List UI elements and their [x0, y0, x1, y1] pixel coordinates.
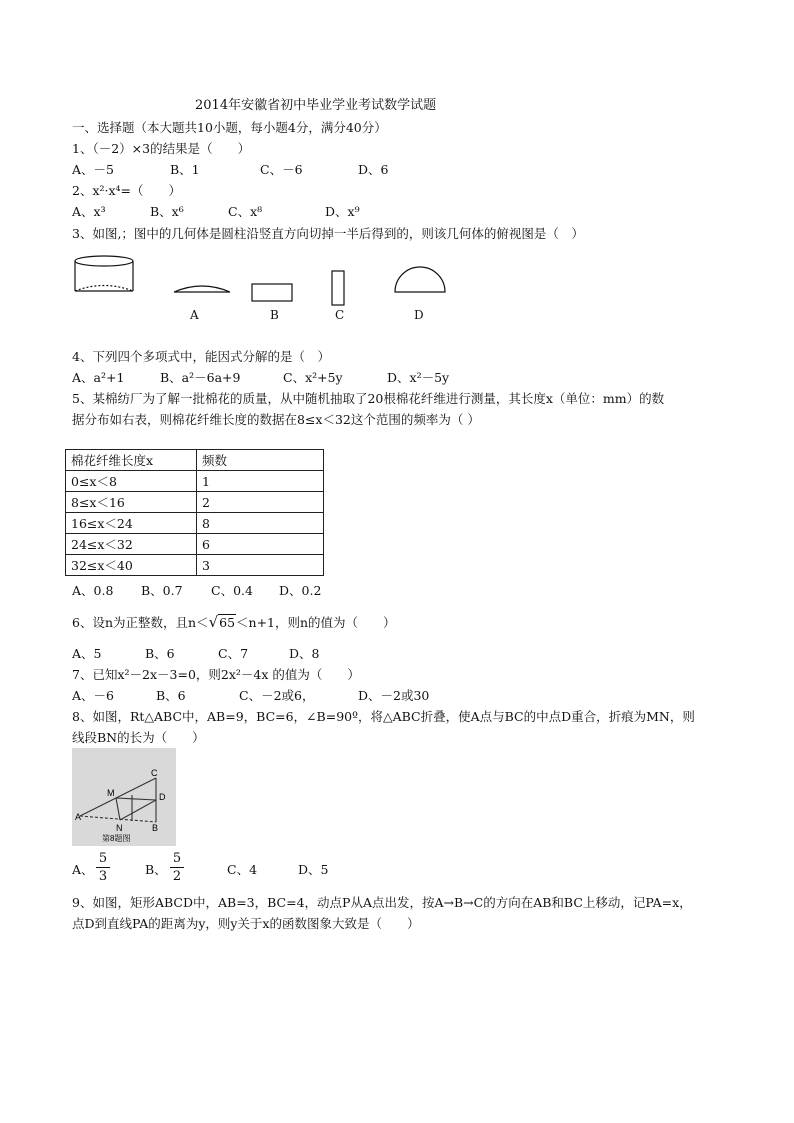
q8-option-a-fraction — [96, 851, 110, 884]
table-cell-count: 2 — [197, 492, 324, 513]
table-row — [66, 471, 324, 492]
q2-option-d: D、x⁹ — [325, 204, 360, 219]
half-cylinder-figure — [75, 256, 133, 291]
q6-option-d: D、8 — [289, 646, 320, 661]
q9-line-1: 9、如图，矩形ABCD中，AB=3，BC=4，动点P从A点出发，按A→B→C的方向在AB和BC上移动，记PA=x， — [72, 895, 692, 910]
q5-option-b: B、0.7 — [141, 583, 183, 598]
q3-figures — [68, 250, 458, 310]
table-cell-range: 8≤x＜16 — [66, 492, 197, 513]
q8-option-b-fraction — [170, 851, 184, 884]
q7-option-a: A、－6 — [72, 688, 114, 703]
table-header-frequency: 频数 — [197, 450, 324, 471]
label-n: N — [116, 823, 123, 833]
option-d-shape — [395, 267, 445, 292]
q7-option-d: D、－2或30 — [358, 688, 430, 703]
q7-option-b: B、6 — [156, 688, 186, 703]
label-d: D — [159, 792, 166, 802]
q3-label-a: A — [190, 308, 199, 322]
q6-stem — [72, 614, 396, 631]
table-header-row — [66, 450, 324, 471]
q4-option-c: C、x²+5y — [283, 370, 343, 385]
table-row — [66, 555, 324, 576]
option-c-shape — [332, 271, 344, 305]
q5-option-c: C、0.4 — [211, 583, 253, 598]
q3-label-b: B — [270, 308, 279, 322]
q3-label-c: C — [335, 308, 345, 322]
label-b: B — [152, 823, 159, 833]
table-row — [66, 513, 324, 534]
q6-stem-post: ＜n+1，则n的值为（ ） — [236, 615, 396, 630]
q8-option-c: C、4 — [227, 862, 258, 877]
q8-line-2: 线段BN的长为（ ） — [72, 730, 205, 745]
q4-option-b: B、a²－6a+9 — [160, 370, 241, 385]
option-b-shape — [252, 284, 292, 301]
q5-line-2: 据分布如右表，则棉花纤维长度的数据在8≤x＜32这个范围的频率为（ ） — [72, 412, 480, 427]
table-cell-range: 0≤x＜8 — [66, 471, 197, 492]
q6-option-b: B、6 — [145, 646, 175, 661]
q8-triangle-figure — [72, 748, 176, 846]
table-cell-range: 24≤x＜32 — [66, 534, 197, 555]
q1-option-a: A、－5 — [72, 162, 114, 177]
q2-option-b: B、x⁶ — [150, 204, 184, 219]
section-heading: 一、选择题（本大题共10小题，每小题4分，满分40分） — [72, 120, 387, 135]
q6-option-c: C、7 — [218, 646, 249, 661]
frequency-table — [65, 449, 324, 576]
page-title: 2014年安徽省初中毕业学业考试数学试题 — [195, 98, 437, 113]
q5-option-a: A、0.8 — [72, 583, 114, 598]
table-cell-count: 3 — [197, 555, 324, 576]
q1-option-d: D、6 — [358, 162, 389, 177]
table-cell-range: 32≤x＜40 — [66, 555, 197, 576]
q1-stem: 1、（－2）×3的结果是（ ） — [72, 141, 251, 156]
fraction-denominator: 3 — [98, 869, 108, 884]
q4-option-d: D、x²－5y — [387, 370, 450, 385]
table-row — [66, 534, 324, 555]
q2-stem: 2、x²·x⁴=（ ） — [72, 183, 182, 198]
option-a-shape — [174, 286, 230, 292]
q6-stem-pre: 6、设n为正整数，且n＜ — [72, 615, 209, 630]
label-c: C — [151, 768, 158, 778]
q6-option-a: A、5 — [72, 646, 102, 661]
q4-option-a: A、a²+1 — [72, 370, 125, 385]
q8-option-b-prefix: B、 — [145, 862, 167, 877]
table-cell-count: 8 — [197, 513, 324, 534]
table-row — [66, 492, 324, 513]
fraction-denominator: 2 — [172, 869, 182, 884]
label-m: M — [107, 788, 115, 798]
q8-option-a-prefix: A、 — [72, 862, 94, 877]
q1-option-c: C、－6 — [260, 162, 303, 177]
figure-caption: 第8题图 — [102, 834, 131, 843]
q5-option-d: D、0.2 — [279, 583, 322, 598]
q5-line-1: 5、某棉纺厂为了解一批棉花的质量，从中随机抽取了20根棉花纤维进行测量，其长度x（单位：mm）的数 — [72, 391, 665, 406]
q2-option-c: C、x⁸ — [228, 204, 263, 219]
table-cell-range: 16≤x＜24 — [66, 513, 197, 534]
q9-line-2: 点D到直线PA的距离为y，则y关于x的函数图象大致是（ ） — [72, 916, 420, 931]
q4-stem: 4、下列四个多项式中，能因式分解的是（ ） — [72, 349, 330, 364]
q1-option-b: B、1 — [170, 162, 200, 177]
fraction-bar — [170, 867, 184, 868]
q7-stem: 7、已知x²－2x－3=0，则2x²－4x 的值为（ ） — [72, 667, 360, 682]
q3-stem: 3、如图,；图中的几何体是圆柱沿竖直方向切掉一半后得到的，则该几何体的俯视图是（ ） — [72, 226, 584, 241]
q8-option-d: D、5 — [298, 862, 329, 877]
fraction-numerator: 5 — [98, 851, 108, 866]
q7-option-c: C、－2或6， — [239, 688, 315, 703]
q3-label-d: D — [414, 308, 424, 322]
fraction-bar — [96, 867, 110, 868]
table-header-length: 棉花纤维长度x — [66, 450, 197, 471]
q2-option-a: A、x³ — [72, 204, 106, 219]
table-cell-count: 1 — [197, 471, 324, 492]
label-a: A — [75, 812, 82, 822]
fraction-numerator: 5 — [172, 851, 182, 866]
q8-line-1: 8、如图，Rt△ABC中，AB=9，BC=6，∠B=90º，将△ABC折叠，使A点与BC的中点D重合，折痕为MN，则 — [72, 709, 695, 724]
sqrt-symbol: √ — [208, 613, 219, 631]
table-cell-count: 6 — [197, 534, 324, 555]
q6-radicand: 65 — [219, 615, 236, 630]
